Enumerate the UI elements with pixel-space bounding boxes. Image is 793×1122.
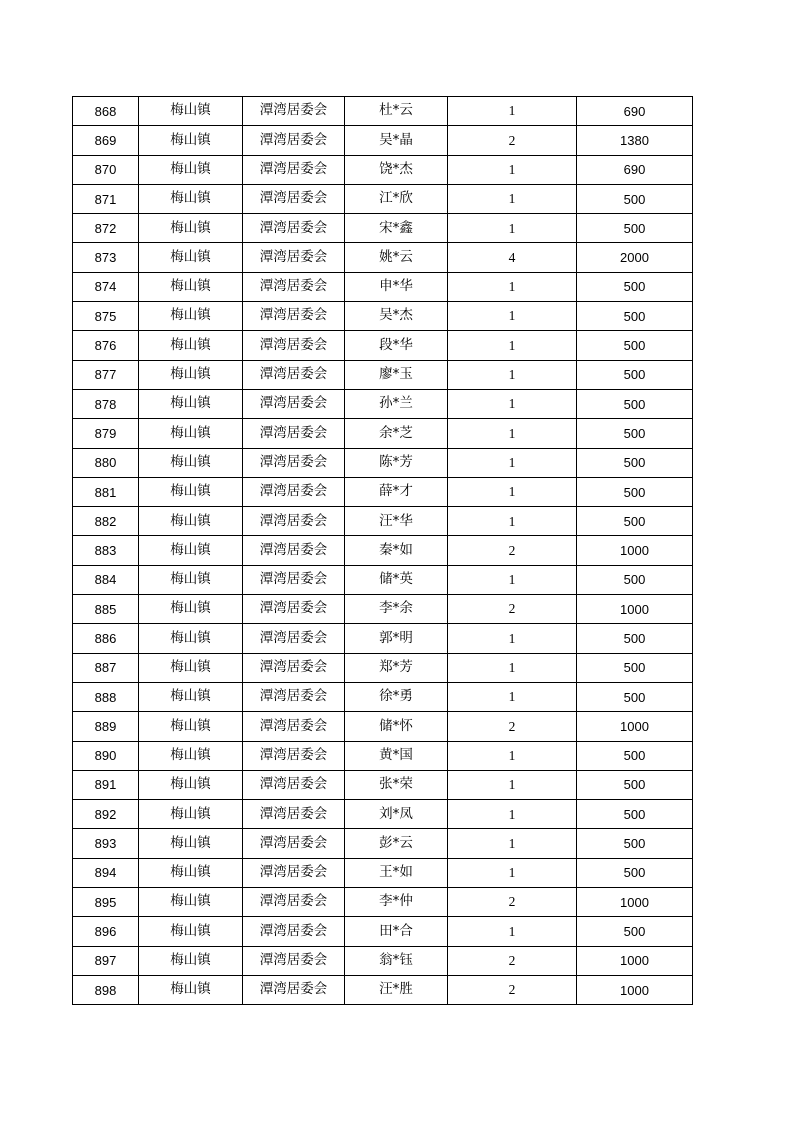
cell-household-count: 1 bbox=[448, 97, 577, 126]
cell-person-name: 饶*杰 bbox=[345, 155, 448, 184]
cell-town: 梅山镇 bbox=[139, 946, 243, 975]
table-row bbox=[73, 272, 693, 301]
table-row bbox=[73, 946, 693, 975]
cell-town: 梅山镇 bbox=[139, 448, 243, 477]
cell-serial-number: 876 bbox=[73, 331, 139, 360]
cell-town: 梅山镇 bbox=[139, 331, 243, 360]
cell-serial-number: 882 bbox=[73, 507, 139, 536]
cell-household-count: 1 bbox=[448, 917, 577, 946]
cell-amount: 500 bbox=[577, 477, 693, 506]
cell-serial-number: 894 bbox=[73, 858, 139, 887]
cell-serial-number: 888 bbox=[73, 682, 139, 711]
cell-serial-number: 875 bbox=[73, 302, 139, 331]
cell-person-name: 黄*国 bbox=[345, 741, 448, 770]
table-row bbox=[73, 214, 693, 243]
cell-committee: 潭湾居委会 bbox=[243, 536, 345, 565]
cell-household-count: 1 bbox=[448, 741, 577, 770]
cell-household-count: 2 bbox=[448, 126, 577, 155]
cell-person-name: 姚*云 bbox=[345, 243, 448, 272]
cell-amount: 500 bbox=[577, 829, 693, 858]
table-row bbox=[73, 829, 693, 858]
cell-serial-number: 896 bbox=[73, 917, 139, 946]
cell-household-count: 1 bbox=[448, 682, 577, 711]
cell-household-count: 2 bbox=[448, 946, 577, 975]
cell-amount: 1000 bbox=[577, 536, 693, 565]
table-row bbox=[73, 624, 693, 653]
cell-committee: 潭湾居委会 bbox=[243, 975, 345, 1004]
cell-committee: 潭湾居委会 bbox=[243, 155, 345, 184]
cell-amount: 500 bbox=[577, 214, 693, 243]
cell-person-name: 秦*如 bbox=[345, 536, 448, 565]
cell-town: 梅山镇 bbox=[139, 858, 243, 887]
cell-household-count: 1 bbox=[448, 624, 577, 653]
cell-household-count: 1 bbox=[448, 155, 577, 184]
cell-committee: 潭湾居委会 bbox=[243, 331, 345, 360]
cell-town: 梅山镇 bbox=[139, 975, 243, 1004]
cell-serial-number: 887 bbox=[73, 653, 139, 682]
cell-serial-number: 883 bbox=[73, 536, 139, 565]
cell-person-name: 田*合 bbox=[345, 917, 448, 946]
cell-serial-number: 869 bbox=[73, 126, 139, 155]
cell-committee: 潭湾居委会 bbox=[243, 243, 345, 272]
cell-household-count: 1 bbox=[448, 389, 577, 418]
cell-household-count: 1 bbox=[448, 214, 577, 243]
cell-household-count: 2 bbox=[448, 595, 577, 624]
cell-committee: 潭湾居委会 bbox=[243, 888, 345, 917]
table-row bbox=[73, 419, 693, 448]
cell-person-name: 吴*杰 bbox=[345, 302, 448, 331]
cell-committee: 潭湾居委会 bbox=[243, 712, 345, 741]
table-row bbox=[73, 360, 693, 389]
cell-amount: 500 bbox=[577, 419, 693, 448]
cell-committee: 潭湾居委会 bbox=[243, 946, 345, 975]
table-row bbox=[73, 97, 693, 126]
cell-person-name: 李*余 bbox=[345, 595, 448, 624]
cell-amount: 500 bbox=[577, 272, 693, 301]
cell-amount: 1000 bbox=[577, 975, 693, 1004]
cell-person-name: 翁*钰 bbox=[345, 946, 448, 975]
cell-person-name: 江*欣 bbox=[345, 184, 448, 213]
cell-town: 梅山镇 bbox=[139, 214, 243, 243]
cell-person-name: 汪*胜 bbox=[345, 975, 448, 1004]
cell-committee: 潭湾居委会 bbox=[243, 741, 345, 770]
cell-serial-number: 870 bbox=[73, 155, 139, 184]
cell-serial-number: 889 bbox=[73, 712, 139, 741]
cell-committee: 潭湾居委会 bbox=[243, 624, 345, 653]
table-row bbox=[73, 302, 693, 331]
cell-serial-number: 868 bbox=[73, 97, 139, 126]
cell-amount: 500 bbox=[577, 331, 693, 360]
cell-town: 梅山镇 bbox=[139, 243, 243, 272]
data-table bbox=[72, 96, 693, 1005]
cell-serial-number: 879 bbox=[73, 419, 139, 448]
cell-town: 梅山镇 bbox=[139, 477, 243, 506]
cell-serial-number: 885 bbox=[73, 595, 139, 624]
cell-amount: 500 bbox=[577, 565, 693, 594]
cell-town: 梅山镇 bbox=[139, 712, 243, 741]
cell-town: 梅山镇 bbox=[139, 800, 243, 829]
cell-serial-number: 873 bbox=[73, 243, 139, 272]
cell-town: 梅山镇 bbox=[139, 536, 243, 565]
cell-household-count: 2 bbox=[448, 712, 577, 741]
table-row bbox=[73, 126, 693, 155]
cell-serial-number: 891 bbox=[73, 770, 139, 799]
cell-amount: 500 bbox=[577, 653, 693, 682]
cell-town: 梅山镇 bbox=[139, 653, 243, 682]
cell-town: 梅山镇 bbox=[139, 888, 243, 917]
cell-town: 梅山镇 bbox=[139, 360, 243, 389]
cell-town: 梅山镇 bbox=[139, 595, 243, 624]
cell-person-name: 刘*凤 bbox=[345, 800, 448, 829]
table-row bbox=[73, 682, 693, 711]
table-row bbox=[73, 917, 693, 946]
cell-town: 梅山镇 bbox=[139, 917, 243, 946]
cell-amount: 500 bbox=[577, 448, 693, 477]
cell-amount: 2000 bbox=[577, 243, 693, 272]
table-row bbox=[73, 448, 693, 477]
cell-town: 梅山镇 bbox=[139, 624, 243, 653]
cell-committee: 潭湾居委会 bbox=[243, 682, 345, 711]
cell-town: 梅山镇 bbox=[139, 565, 243, 594]
cell-serial-number: 884 bbox=[73, 565, 139, 594]
cell-committee: 潭湾居委会 bbox=[243, 360, 345, 389]
cell-committee: 潭湾居委会 bbox=[243, 97, 345, 126]
table-row bbox=[73, 477, 693, 506]
cell-amount: 500 bbox=[577, 184, 693, 213]
cell-committee: 潭湾居委会 bbox=[243, 770, 345, 799]
cell-person-name: 陈*芳 bbox=[345, 448, 448, 477]
cell-household-count: 4 bbox=[448, 243, 577, 272]
cell-person-name: 吴*晶 bbox=[345, 126, 448, 155]
table-row bbox=[73, 975, 693, 1004]
cell-serial-number: 877 bbox=[73, 360, 139, 389]
cell-committee: 潭湾居委会 bbox=[243, 507, 345, 536]
table-row bbox=[73, 243, 693, 272]
cell-household-count: 1 bbox=[448, 829, 577, 858]
cell-town: 梅山镇 bbox=[139, 507, 243, 536]
cell-serial-number: 871 bbox=[73, 184, 139, 213]
cell-household-count: 1 bbox=[448, 360, 577, 389]
cell-town: 梅山镇 bbox=[139, 272, 243, 301]
cell-committee: 潭湾居委会 bbox=[243, 565, 345, 594]
cell-serial-number: 890 bbox=[73, 741, 139, 770]
cell-person-name: 余*芝 bbox=[345, 419, 448, 448]
cell-amount: 1380 bbox=[577, 126, 693, 155]
table-row bbox=[73, 741, 693, 770]
cell-person-name: 汪*华 bbox=[345, 507, 448, 536]
cell-amount: 500 bbox=[577, 624, 693, 653]
cell-serial-number: 881 bbox=[73, 477, 139, 506]
cell-person-name: 彭*云 bbox=[345, 829, 448, 858]
cell-committee: 潭湾居委会 bbox=[243, 272, 345, 301]
cell-household-count: 1 bbox=[448, 507, 577, 536]
cell-committee: 潭湾居委会 bbox=[243, 214, 345, 243]
cell-serial-number: 874 bbox=[73, 272, 139, 301]
cell-serial-number: 898 bbox=[73, 975, 139, 1004]
cell-serial-number: 880 bbox=[73, 448, 139, 477]
cell-committee: 潭湾居委会 bbox=[243, 800, 345, 829]
table-body bbox=[73, 97, 693, 1005]
cell-town: 梅山镇 bbox=[139, 155, 243, 184]
cell-committee: 潭湾居委会 bbox=[243, 653, 345, 682]
cell-household-count: 1 bbox=[448, 302, 577, 331]
cell-person-name: 申*华 bbox=[345, 272, 448, 301]
cell-household-count: 1 bbox=[448, 448, 577, 477]
cell-amount: 690 bbox=[577, 155, 693, 184]
cell-amount: 1000 bbox=[577, 888, 693, 917]
table-row bbox=[73, 712, 693, 741]
cell-committee: 潭湾居委会 bbox=[243, 184, 345, 213]
cell-household-count: 1 bbox=[448, 800, 577, 829]
table-row bbox=[73, 800, 693, 829]
cell-amount: 500 bbox=[577, 741, 693, 770]
cell-committee: 潭湾居委会 bbox=[243, 448, 345, 477]
cell-person-name: 李*仲 bbox=[345, 888, 448, 917]
cell-amount: 500 bbox=[577, 917, 693, 946]
cell-town: 梅山镇 bbox=[139, 829, 243, 858]
cell-person-name: 储*英 bbox=[345, 565, 448, 594]
cell-amount: 690 bbox=[577, 97, 693, 126]
cell-town: 梅山镇 bbox=[139, 682, 243, 711]
cell-person-name: 郑*芳 bbox=[345, 653, 448, 682]
cell-household-count: 1 bbox=[448, 477, 577, 506]
cell-committee: 潭湾居委会 bbox=[243, 858, 345, 887]
cell-amount: 1000 bbox=[577, 712, 693, 741]
cell-person-name: 徐*勇 bbox=[345, 682, 448, 711]
table-row bbox=[73, 536, 693, 565]
cell-town: 梅山镇 bbox=[139, 126, 243, 155]
cell-town: 梅山镇 bbox=[139, 302, 243, 331]
cell-serial-number: 872 bbox=[73, 214, 139, 243]
table-row bbox=[73, 155, 693, 184]
cell-household-count: 2 bbox=[448, 536, 577, 565]
cell-amount: 500 bbox=[577, 770, 693, 799]
cell-household-count: 2 bbox=[448, 975, 577, 1004]
cell-person-name: 杜*云 bbox=[345, 97, 448, 126]
cell-amount: 500 bbox=[577, 682, 693, 711]
cell-household-count: 1 bbox=[448, 184, 577, 213]
table-row bbox=[73, 565, 693, 594]
cell-household-count: 1 bbox=[448, 653, 577, 682]
cell-person-name: 廖*玉 bbox=[345, 360, 448, 389]
cell-serial-number: 897 bbox=[73, 946, 139, 975]
cell-committee: 潭湾居委会 bbox=[243, 595, 345, 624]
cell-committee: 潭湾居委会 bbox=[243, 829, 345, 858]
cell-serial-number: 892 bbox=[73, 800, 139, 829]
cell-person-name: 张*荣 bbox=[345, 770, 448, 799]
table-row bbox=[73, 389, 693, 418]
cell-household-count: 1 bbox=[448, 565, 577, 594]
cell-person-name: 王*如 bbox=[345, 858, 448, 887]
cell-amount: 500 bbox=[577, 800, 693, 829]
table-row bbox=[73, 770, 693, 799]
cell-amount: 1000 bbox=[577, 946, 693, 975]
cell-person-name: 段*华 bbox=[345, 331, 448, 360]
cell-person-name: 储*怀 bbox=[345, 712, 448, 741]
cell-household-count: 1 bbox=[448, 770, 577, 799]
table-row bbox=[73, 595, 693, 624]
cell-amount: 500 bbox=[577, 302, 693, 331]
cell-serial-number: 893 bbox=[73, 829, 139, 858]
cell-town: 梅山镇 bbox=[139, 389, 243, 418]
cell-household-count: 1 bbox=[448, 858, 577, 887]
cell-committee: 潭湾居委会 bbox=[243, 302, 345, 331]
cell-amount: 500 bbox=[577, 360, 693, 389]
cell-amount: 500 bbox=[577, 507, 693, 536]
cell-serial-number: 895 bbox=[73, 888, 139, 917]
cell-town: 梅山镇 bbox=[139, 419, 243, 448]
cell-amount: 1000 bbox=[577, 595, 693, 624]
cell-household-count: 1 bbox=[448, 419, 577, 448]
cell-committee: 潭湾居委会 bbox=[243, 917, 345, 946]
cell-committee: 潭湾居委会 bbox=[243, 126, 345, 155]
cell-committee: 潭湾居委会 bbox=[243, 477, 345, 506]
cell-committee: 潭湾居委会 bbox=[243, 389, 345, 418]
cell-person-name: 薛*才 bbox=[345, 477, 448, 506]
cell-amount: 500 bbox=[577, 858, 693, 887]
table-row bbox=[73, 858, 693, 887]
cell-person-name: 郭*明 bbox=[345, 624, 448, 653]
table-row bbox=[73, 653, 693, 682]
cell-town: 梅山镇 bbox=[139, 184, 243, 213]
cell-household-count: 1 bbox=[448, 331, 577, 360]
cell-town: 梅山镇 bbox=[139, 741, 243, 770]
cell-household-count: 1 bbox=[448, 272, 577, 301]
cell-serial-number: 878 bbox=[73, 389, 139, 418]
cell-town: 梅山镇 bbox=[139, 770, 243, 799]
cell-person-name: 孙*兰 bbox=[345, 389, 448, 418]
table-row bbox=[73, 507, 693, 536]
table-row bbox=[73, 888, 693, 917]
cell-household-count: 2 bbox=[448, 888, 577, 917]
cell-serial-number: 886 bbox=[73, 624, 139, 653]
cell-town: 梅山镇 bbox=[139, 97, 243, 126]
table-row bbox=[73, 184, 693, 213]
cell-person-name: 宋*鑫 bbox=[345, 214, 448, 243]
cell-amount: 500 bbox=[577, 389, 693, 418]
cell-committee: 潭湾居委会 bbox=[243, 419, 345, 448]
table-row bbox=[73, 331, 693, 360]
